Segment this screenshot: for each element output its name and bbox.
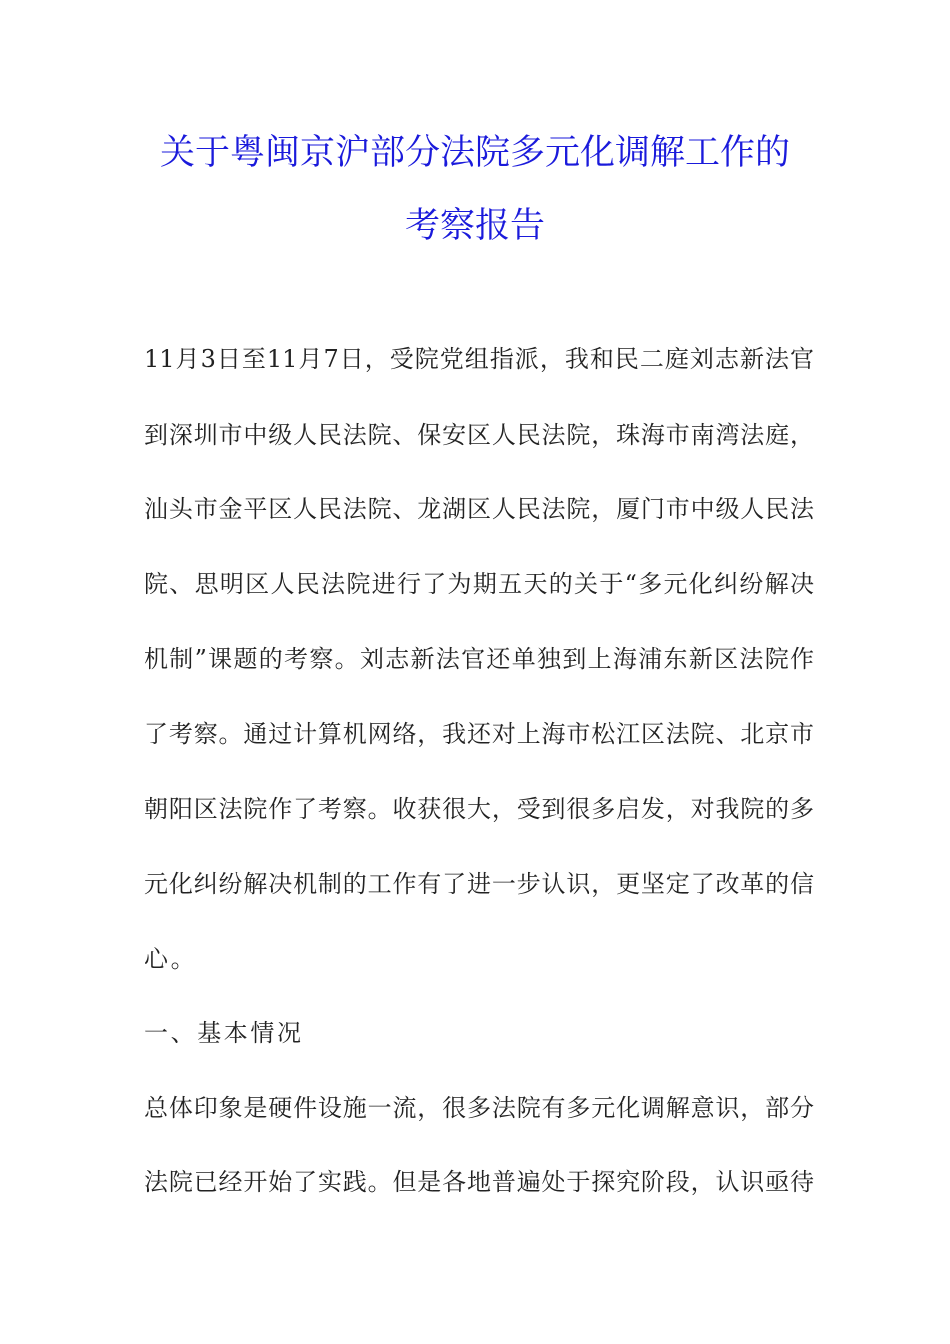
body-line: 法院已经开始了实践。但是各地普遍处于探究阶段，认识亟待	[144, 1168, 814, 1196]
section-heading: 一、基本情况	[144, 1019, 304, 1047]
document-title-line-2: 考察报告	[404, 206, 545, 246]
body-line: 院、思明区人民法院进行了为期五天的关于“多元化纠纷解决	[144, 570, 814, 598]
body-line: 11月3日至11月7日，受院党组指派，我和民二庭刘志新法官	[144, 345, 814, 373]
body-line: 元化纠纷解决机制的工作有了进一步认识，更坚定了改革的信	[144, 870, 814, 898]
body-line: 机制”课题的考察。刘志新法官还单独到上海浦东新区法院作	[144, 645, 814, 673]
body-line: 总体印象是硬件设施一流，很多法院有多元化调解意识，部分	[144, 1094, 814, 1122]
body-line: 了考察。通过计算机网络，我还对上海市松江区法院、北京市	[144, 720, 814, 748]
body-line: 汕头市金平区人民法院、龙湖区人民法院，厦门市中级人民法	[144, 495, 814, 523]
document-title-line-1: 关于粤闽京沪部分法院多元化调解工作的	[159, 133, 790, 173]
body-line: 心。	[144, 945, 198, 973]
body-line: 朝阳区法院作了考察。收获很大，受到很多启发，对我院的多	[144, 795, 814, 823]
body-line: 到深圳市中级人民法院、保安区人民法院，珠海市南湾法庭，	[144, 421, 814, 449]
